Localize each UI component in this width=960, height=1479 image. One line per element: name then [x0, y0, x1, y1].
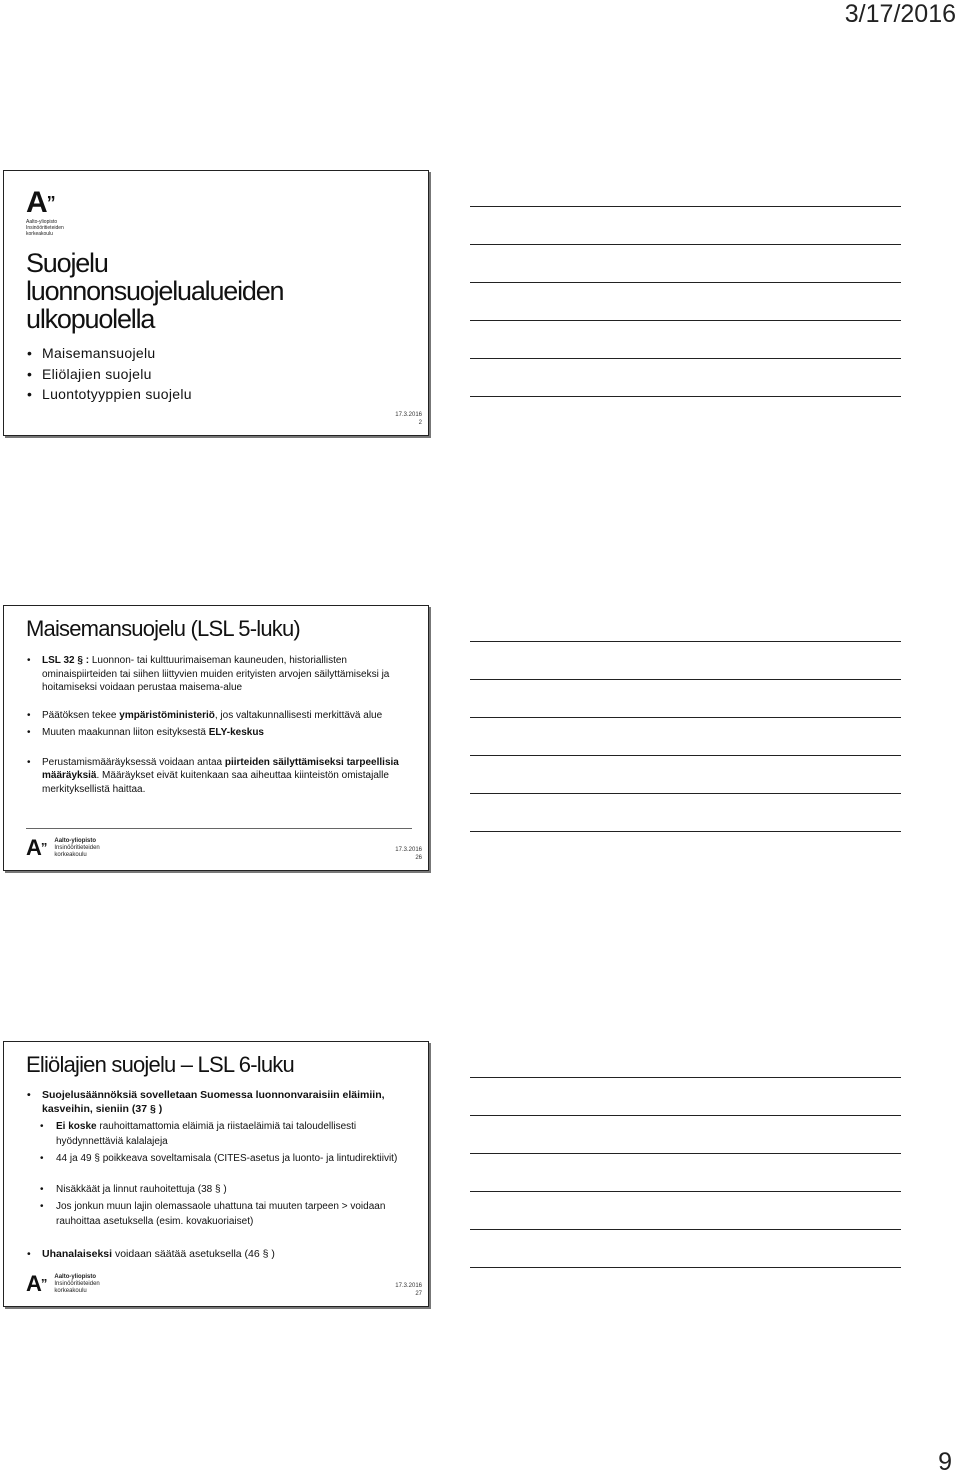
aalto-logo-text: Aalto-yliopisto Insinööritieteiden korkeakoulu: [26, 219, 64, 237]
sub-bullet-item: • Ei koske rauhoittamattomia eläimiä ja riistaeläimiä tai taloudellisesti hyödynnettäviä kalalajeja: [26, 1120, 408, 1149]
slide-3-footer: 17.3.2016 27: [395, 1283, 422, 1297]
sub-bullet-item: • Jos jonkun muun lajin olemassaole uhattuna tai muuten tarpeen > voidaan rauhoittaa asetuksella (esim. kovakuoriaiset): [26, 1200, 408, 1229]
aalto-logo-text: Aalto-yliopisto Insinööritieteiden korkeakoulu: [54, 838, 100, 858]
note-line: [470, 641, 901, 642]
sub-bullet-item: • 44 ja 49 § poikkeava soveltamisala (CITES-asetus ja luonto- ja lintudirektiivit): [26, 1152, 408, 1167]
note-line: [470, 320, 901, 321]
bullet-item: • Päätöksen tekee ympäristöministeriö, jos valtakunnallisesti merkittävä alue: [26, 709, 408, 723]
note-line: [470, 1153, 901, 1154]
aalto-logo-mark: A”: [26, 186, 55, 219]
aalto-logo-mark: A”: [26, 1271, 47, 1296]
aalto-logo: [26, 186, 64, 237]
slide-3-subbullets: [26, 1120, 408, 1229]
note-line: [470, 1229, 901, 1230]
bullet-item: • LSL 32 § : Luonnon- tai kulttuurimaiseman kauneuden, historiallisten ominaispiirteiden tai siihen liittyvien muiden erityisten arvojen säilyttämiseksi ja hoitamiseksi voidaan perustaa maisema-alue: [26, 654, 408, 695]
slide-1-title: Suojelu luonnonsuojelualueiden ulkopuolella: [26, 248, 284, 334]
footer-divider: [26, 828, 412, 829]
aalto-logo-mark: A”: [26, 835, 47, 860]
note-line: [470, 831, 901, 832]
slide-2-bullets: [26, 654, 408, 796]
note-line: [470, 717, 901, 718]
note-line: [470, 1115, 901, 1116]
note-line: [470, 206, 901, 207]
note-line: [470, 755, 901, 756]
aalto-logo: [26, 835, 100, 860]
bullet-item: • Maisemansuojelu: [26, 343, 408, 364]
bullet-item: • Suojelusäännöksiä sovelletaan Suomessa luonnonvaraisiin eläimiin, kasveihin, sieniin (37 § ): [26, 1088, 408, 1116]
slide-2: [3, 605, 429, 871]
slide-1: [3, 170, 429, 436]
note-line: [470, 1267, 901, 1268]
slide-3: [3, 1041, 429, 1307]
bullet-item: • Muuten maakunnan liiton esityksestä ELY-keskus: [26, 726, 408, 740]
bullet-item: • Uhanalaiseksi voidaan säätää asetuksella (46 § ): [26, 1247, 408, 1261]
aalto-logo-text: Aalto-yliopisto Insinööritieteiden korkeakoulu: [54, 1274, 100, 1294]
note-line: [470, 1191, 901, 1192]
note-line: [470, 793, 901, 794]
aalto-logo: [26, 1271, 100, 1296]
bullet-item: • Luontotyyppien suojelu: [26, 384, 408, 405]
note-line: [470, 1077, 901, 1078]
note-line: [470, 396, 901, 397]
bullet-item: • Eliölajien suojelu: [26, 364, 408, 385]
note-line: [470, 358, 901, 359]
page-date: 3/17/2016: [844, 0, 956, 28]
slide-2-footer: 17.3.2016 26: [395, 847, 422, 861]
slide-3-bullets: [26, 1088, 408, 1116]
slide-2-title: Maisemansuojelu (LSL 5-luku): [26, 616, 300, 641]
bullet-item: • Perustamismääräyksessä voidaan antaa piirteiden säilyttämiseksi tarpeellisia määräyksiä. Määräykset eivät kuitenkaan saa aiheuttaa kiinteistön omistajalle merkityksellistä haittaa.: [26, 756, 408, 797]
slide-1-footer: 17.3.2016 2: [395, 412, 422, 426]
note-line: [470, 282, 901, 283]
note-line: [470, 244, 901, 245]
sub-bullet-item: • Nisäkkäät ja linnut rauhoitettuja (38 § ): [26, 1183, 408, 1198]
slide-3-title: Eliölajien suojelu – LSL 6-luku: [26, 1052, 294, 1077]
page-number: 9: [938, 1448, 952, 1476]
note-line: [470, 679, 901, 680]
slide-3-bullets-2: [26, 1247, 408, 1261]
slide-1-bullets: [26, 343, 408, 405]
